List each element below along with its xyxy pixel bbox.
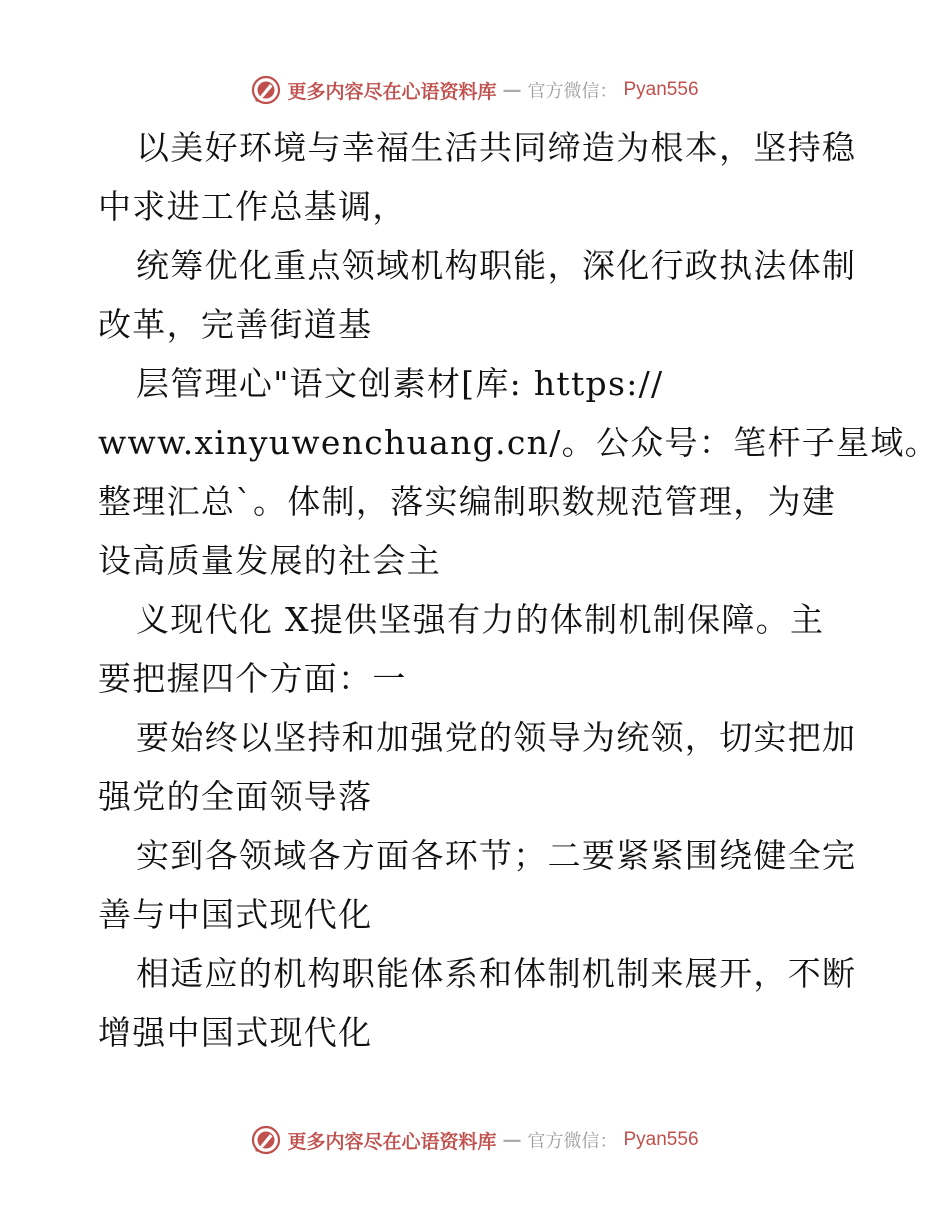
- header-banner-label: 官方微信：: [527, 81, 618, 102]
- body-line: 改革，完善街道基: [98, 305, 373, 344]
- body-line: www.xinyuwenchuang.cn/。公众号：笔杆子星域。: [98, 423, 939, 462]
- footer-wechat-id: Pyan556: [623, 1129, 699, 1150]
- body-line: 设高质量发展的社会主: [98, 541, 441, 580]
- body-line: 增强中国式现代化: [98, 1013, 373, 1052]
- pen-seal-logo-icon: [251, 75, 281, 105]
- body-line: 整理汇总`。体制，落实编制职数规范管理，为建: [98, 482, 837, 521]
- footer-banner-dash: —: [502, 1129, 522, 1151]
- header-banner: [0, 72, 950, 108]
- document-body: [98, 118, 939, 1062]
- body-line: 强党的全面领导落: [98, 777, 373, 816]
- pen-seal-logo-icon: [251, 1125, 281, 1155]
- body-line: 中求进工作总基调，: [98, 187, 407, 226]
- body-line: 相适应的机构职能体系和体制机制来展开，不断: [136, 954, 857, 993]
- header-wechat-id: Pyan556: [623, 79, 699, 100]
- body-line: 统筹优化重点领域机构职能，深化行政执法体制: [136, 246, 857, 285]
- body-line: 要始终以坚持和加强党的领导为统领，切实把加: [136, 718, 857, 757]
- body-line: 义现代化 X提供坚强有力的体制机制保障。主: [136, 600, 825, 639]
- footer-banner-text: 更多内容尽在心语资料库: [287, 1130, 497, 1153]
- header-banner-dash: —: [502, 79, 522, 101]
- body-line: 以美好环境与幸福生活共同缔造为根本，坚持稳: [136, 128, 857, 167]
- body-line: 层管理心"语文创素材[库: https://: [136, 364, 664, 403]
- body-line: 善与中国式现代化: [98, 895, 373, 934]
- footer-banner: [0, 1122, 950, 1158]
- body-line: 实到各领域各方面各环节；二要紧紧围绕健全完: [136, 836, 857, 875]
- body-line: 要把握四个方面：一: [98, 659, 407, 698]
- footer-banner-label: 官方微信：: [527, 1131, 618, 1152]
- header-banner-text: 更多内容尽在心语资料库: [287, 80, 497, 103]
